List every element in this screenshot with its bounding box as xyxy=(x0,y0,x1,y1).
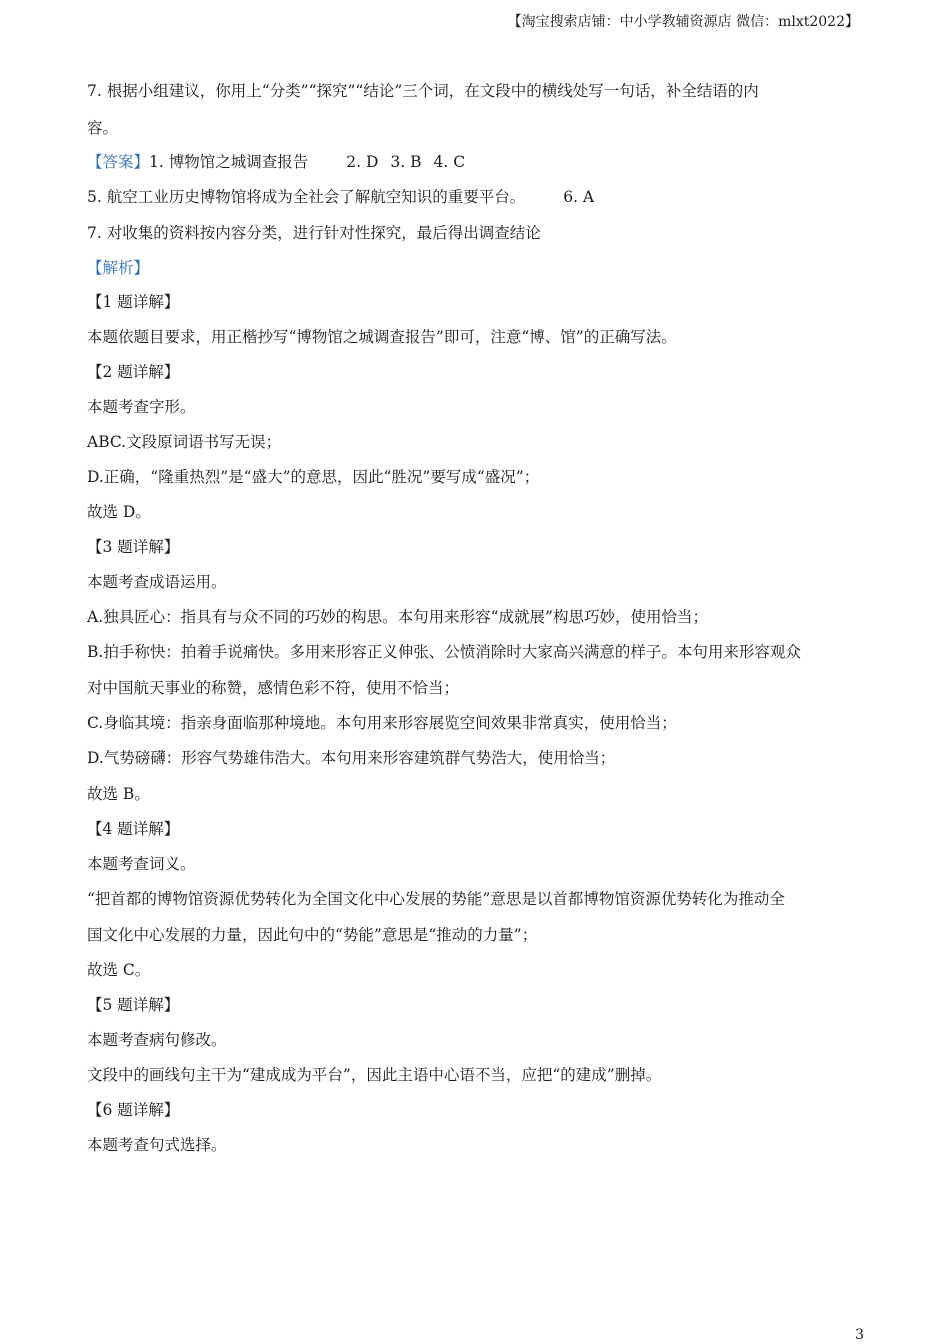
q2-conclusion: 故选 D。 xyxy=(87,503,151,521)
answer-1: 1. 博物馆之城调查报告 xyxy=(149,153,309,171)
q3-paragraph-1: 本题考查成语运用。 xyxy=(87,573,227,591)
answer-5: 5. 航空工业历史博物馆将成为全社会了解航空知识的重要平台。 xyxy=(87,188,526,206)
q3-option-b-line-2: 对中国航天事业的称赞，感情色彩不符，使用不恰当； xyxy=(87,679,460,697)
q5-detail-title: 【5 题详解】 xyxy=(87,996,180,1014)
answer-7: 7. 对收集的资料按内容分类，进行针对性探究，最后得出调查结论 xyxy=(87,224,541,242)
answer-4: 4. C xyxy=(433,153,466,171)
q3-conclusion: 故选 B。 xyxy=(87,785,150,803)
q3-option-d: D.气势磅礴：形容气势雄伟浩大。本句用来形容建筑群气势浩大，使用恰当； xyxy=(87,749,616,767)
q2-paragraph-3: D.正确，“隆重热烈”是“盛大”的意思，因此“胜况”要写成“盛况”； xyxy=(87,468,540,486)
q5-paragraph-2: 文段中的画线句主干为“建成成为平台”，因此主语中心语不当，应把“的建成”删掉。 xyxy=(87,1066,662,1084)
q1-detail-title: 【1 题详解】 xyxy=(87,293,180,311)
q4-paragraph-1: 本题考查词义。 xyxy=(87,855,196,873)
answer-line-5-6 xyxy=(87,186,594,208)
q4-paragraph-2-line-2: 国文化中心发展的力量，因此句中的“势能”意思是“推动的力量”； xyxy=(87,926,538,944)
q4-detail-title: 【4 题详解】 xyxy=(87,820,180,838)
q4-paragraph-2-line-1: “把首都的博物馆资源优势转化为全国文化中心发展的势能”意思是以首都博物馆资源优势转化为推动全 xyxy=(87,890,785,908)
q6-detail-title: 【6 题详解】 xyxy=(87,1101,180,1119)
q3-detail-title: 【3 题详解】 xyxy=(87,538,180,556)
q4-conclusion: 故选 C。 xyxy=(87,961,151,979)
q6-paragraph-1: 本题考查句式选择。 xyxy=(87,1136,227,1154)
answer-6: 6. A xyxy=(563,188,595,206)
analysis-tag: 【解析】 xyxy=(87,259,150,277)
q1-paragraph: 本题依题目要求，用正楷抄写“博物馆之城调查报告”即可，注意“博、馆”的正确写法。 xyxy=(87,328,677,346)
question-7-text-line-2: 容。 xyxy=(87,119,119,137)
question-7-text-line-1: 7. 根据小组建议，你用上“分类”“探究”“结论”三个词，在文段中的横线处写一句话，补全结语的内 xyxy=(87,82,759,100)
answer-2: 2. D xyxy=(346,153,379,171)
q2-paragraph-2: ABC.文段原词语书写无误； xyxy=(87,433,282,451)
page-header-shop-notice: 【淘宝搜索店铺：中小学教辅资源店 微信：mlxt2022】 xyxy=(507,14,859,30)
page-number: 3 xyxy=(855,1327,864,1343)
q3-option-b-line-1: B.拍手称快：拍着手说痛快。多用来形容正义伸张、公愤消除时大家高兴满意的样子。本句用来形容观众 xyxy=(87,643,801,661)
q3-option-a: A.独具匠心：指具有与众不同的巧妙的构思。本句用来形容“成就展”构思巧妙，使用恰当； xyxy=(87,608,708,626)
q2-paragraph-1: 本题考查字形。 xyxy=(87,398,196,416)
q3-option-c: C.身临其境：指亲身面临那种境地。本句用来形容展览空间效果非常真实，使用恰当； xyxy=(87,714,677,732)
q2-detail-title: 【2 题详解】 xyxy=(87,363,180,381)
q5-paragraph-1: 本题考查病句修改。 xyxy=(87,1031,227,1049)
answer-line-1-4 xyxy=(87,151,465,173)
answer-tag: 【答案】 xyxy=(87,153,150,171)
answer-3: 3. B xyxy=(390,153,422,171)
